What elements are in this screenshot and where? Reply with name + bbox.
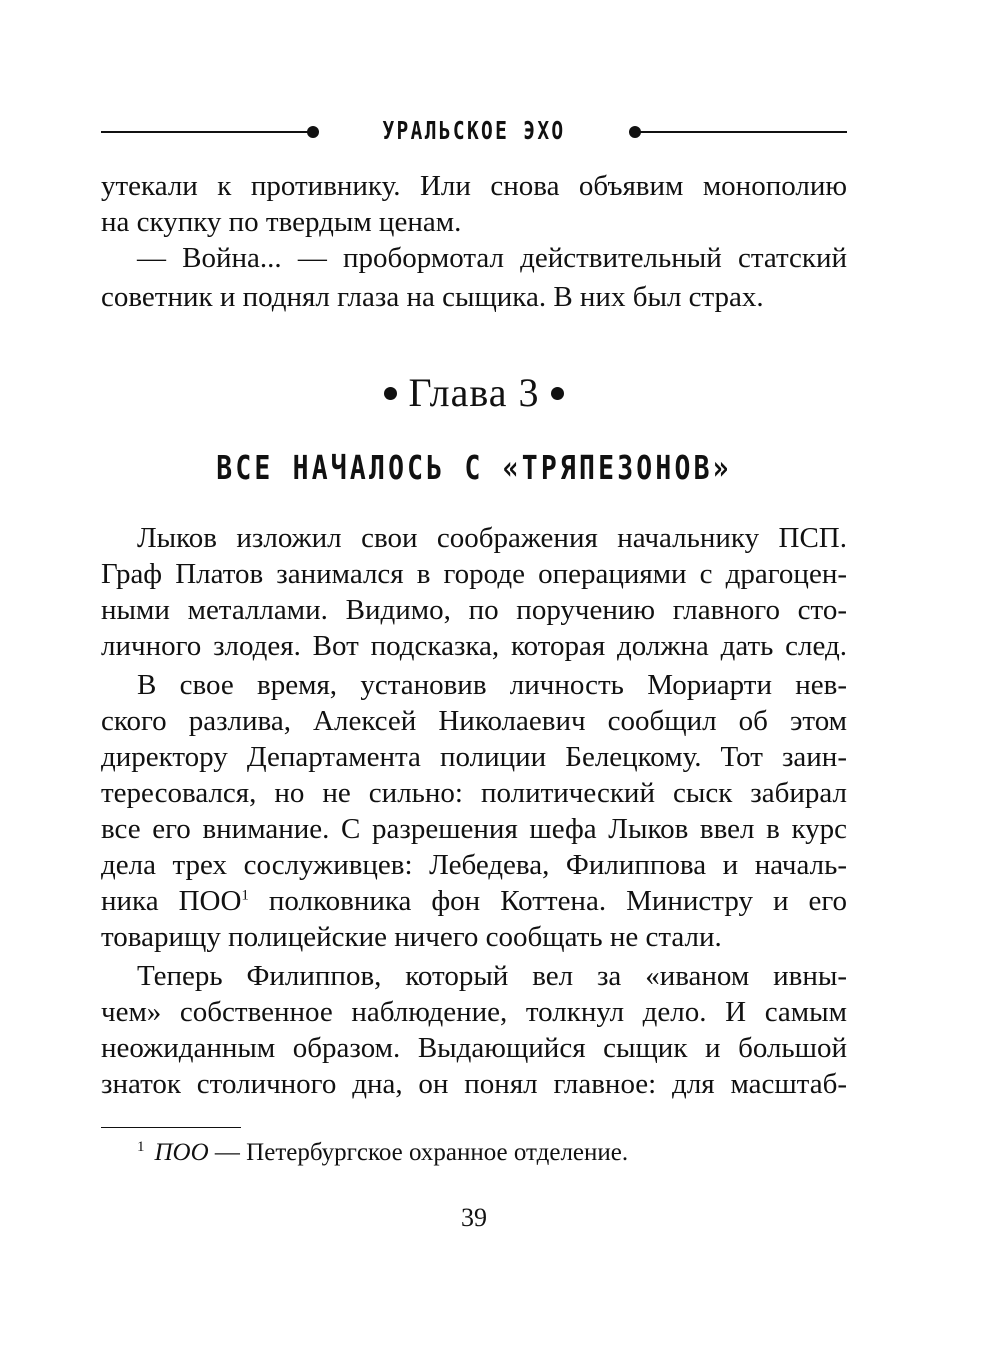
text-line: неожиданным образом. Выдающийся сыщик и большой	[101, 1032, 847, 1064]
running-header-title: УРАЛЬСКОЕ ЭХО	[382, 116, 566, 145]
text-line: Граф Платов занимался в городе операциями с драгоцен-	[101, 558, 847, 590]
footnote	[137, 1137, 628, 1169]
chapter-title: Глава 3	[408, 370, 540, 415]
text-line: Лыков изложил свои соображения начальнику ПСП.	[137, 522, 847, 554]
text-line: директору Департамента полиции Белецкому. Тот заин-	[101, 741, 847, 773]
chapter-heading	[101, 369, 847, 417]
text-line: Теперь Филиппов, который вел за «иваном ивны-	[137, 960, 847, 992]
text-line: знаток столичного дна, он понял главное: для масштаб-	[101, 1068, 847, 1100]
text-line: тересовался, но не сильно: политический сыск забирал	[101, 777, 847, 809]
text-line: чем» собственное наблюдение, толкнул дело. И самым	[101, 996, 847, 1028]
text-line: В свое время, установив личность Мориарти нев-	[137, 669, 847, 701]
footnote-text: — Петербургское охранное отделение.	[208, 1139, 629, 1166]
text-line: ского разлива, Алексей Николаевич сообщил об этом	[101, 705, 847, 737]
text-line: все его внимание. С разрешения шефа Лыков ввел в курс	[101, 813, 847, 845]
footnote-mark: 1	[137, 1138, 145, 1155]
chapter-subtitle: ВСЕ НАЧАЛОСЬ С «ТРЯПЕЗОНОВ»	[216, 448, 732, 487]
page-number: 39	[461, 1203, 487, 1232]
bullet-icon	[384, 387, 397, 400]
text-line: товарищу полицейские ничего сообщать не стали.	[101, 921, 722, 953]
header-rule-left	[101, 131, 309, 133]
text-line: — Война... — пробормотал действительный статский	[137, 242, 847, 274]
footnote-abbreviation: ПОО	[154, 1139, 209, 1166]
running-header	[101, 112, 847, 152]
text-line: утекали к противнику. Или снова объявим монополию	[101, 170, 847, 202]
text-line-with-footnote	[101, 883, 847, 919]
text-line: советник и поднял глаза на сыщика. В них был страх.	[101, 281, 764, 313]
text-segment: полковника фон Коттена. Министру и его	[248, 885, 848, 917]
text-segment: ника ПОО	[101, 885, 242, 917]
footnote-rule	[101, 1127, 241, 1128]
text-line: личного злодея. Вот подсказка, которая должна дать след.	[101, 630, 847, 662]
header-rule-right	[639, 131, 847, 133]
header-bullet-left	[307, 126, 319, 138]
text-line: дела трех сослуживцев: Лебедева, Филиппова и началь-	[101, 849, 847, 881]
text-line: на скупку по твердым ценам.	[101, 206, 462, 238]
bullet-icon	[551, 387, 564, 400]
footnote-reference[interactable]: 1	[241, 887, 249, 904]
text-line: ными металлами. Видимо, по поручению главного сто-	[101, 594, 847, 626]
